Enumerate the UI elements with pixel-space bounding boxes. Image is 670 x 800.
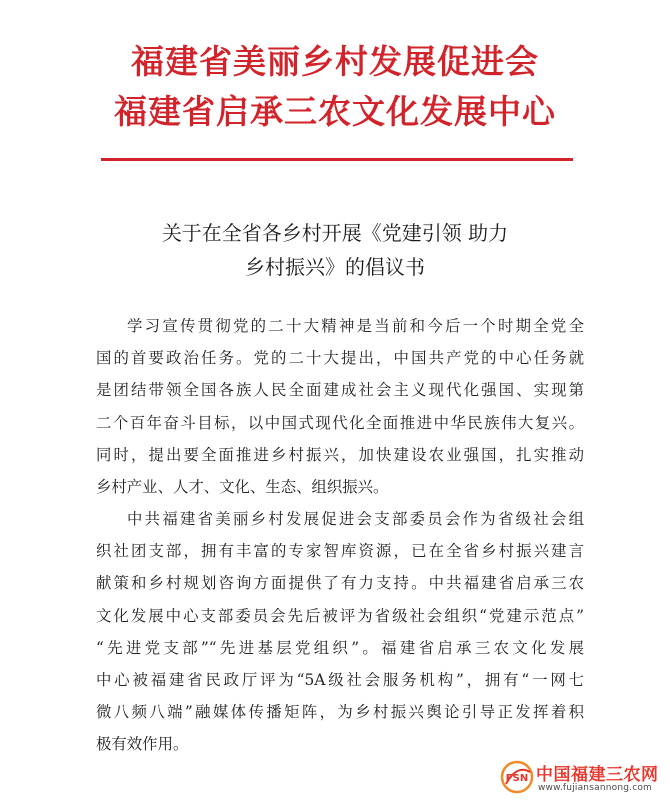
body-paragraph-1: [96, 310, 584, 503]
org-name-line-1: 福建省美丽乡村发展促进会: [131, 42, 539, 81]
header-divider: [101, 158, 573, 161]
org-name-line-2: 福建省启承三农文化发展中心: [114, 92, 556, 131]
paragraph-line: 织社团支部，拥有丰富的专家智库资源，已在全省乡村振兴建言: [96, 542, 584, 561]
logo-lettering: FSN: [505, 773, 529, 784]
paragraph-line: 国的首要政治任务。党的二十大提出，中国共产党的中心任务就: [96, 349, 584, 368]
paragraph-line: 中共福建省美丽乡村发展促进会支部委员会作为省级社会组: [127, 510, 584, 528]
document-title-line-1: 关于在全省各乡村开展《党建引领 助力: [161, 221, 509, 245]
paragraph-line: 极有效作用。: [96, 735, 189, 754]
paragraph-line: “先进党支部”“先进基层党组织”。福建省启承三农文化发展: [96, 638, 584, 657]
paragraph-line: 中心被福建省民政厅评为“5A级社会服务机构”，拥有“一网七: [96, 670, 584, 689]
site-watermark: [500, 756, 662, 796]
paragraph-line: 是团结带领全国各族人民全面建成社会主义现代化强国、实现第: [96, 381, 584, 400]
body-paragraph-2: [96, 503, 584, 761]
paragraph-line: 献策和乡村规划咨询方面提供了有力支持。中共福建省启承三农: [96, 574, 584, 593]
paragraph-line: 微八频八端”融媒体传播矩阵，为乡村振兴舆论引导正发挥着积: [96, 703, 584, 722]
paragraph-line: 二个百年奋斗目标，以中国式现代化全面推进中华民族伟大复兴。: [96, 413, 584, 432]
paragraph-line: 学习宣传贯彻党的二十大精神是当前和今后一个时期全党全: [127, 317, 584, 335]
document-title-line-2: 乡村振兴》的倡议书: [245, 255, 425, 279]
watermark-site-name: 中国福建三农网: [536, 765, 659, 785]
paragraph-line: 同时，提出要全面推进乡村振兴，加快建设农业强国，扎实推动: [96, 445, 584, 464]
fsn-logo-icon: [500, 760, 534, 794]
paragraph-line: 乡村产业、人才、文化、生态、组织振兴。: [96, 477, 389, 496]
watermark-site-url: www.fujiansannong.com: [538, 783, 653, 793]
paragraph-line: 文化发展中心支部委员会先后被评为省级社会组织“党建示范点”: [96, 606, 584, 625]
